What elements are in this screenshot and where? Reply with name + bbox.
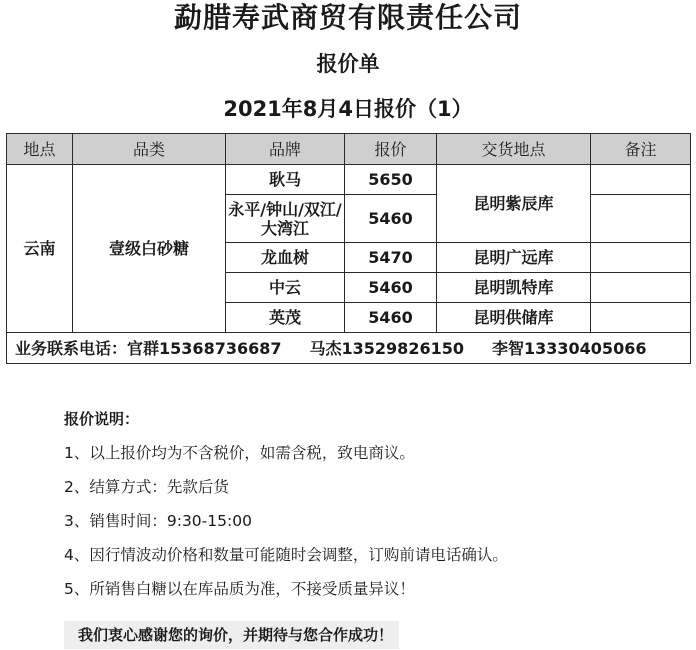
table-row — [7, 165, 691, 195]
contact-person — [127, 339, 281, 358]
note-cell — [591, 273, 691, 303]
quote-date: 2021年8月4日报价（1） — [223, 97, 473, 121]
note-cell — [591, 195, 691, 243]
brand-cell: 中云 — [226, 273, 345, 303]
notes-title: 报价说明： — [64, 410, 140, 428]
contact-person — [310, 339, 464, 358]
contact-name: 马杰 — [309, 338, 342, 358]
closing-message: 我们衷心感谢您的询价，并期待与您合作成功！ — [64, 621, 399, 649]
quote-notes — [64, 408, 664, 612]
warehouse-cell: 昆明凯特库 — [437, 273, 591, 303]
price-cell: 5460 — [345, 195, 437, 243]
column-header-location: 地点 — [7, 134, 73, 165]
note-item: 1、以上报价均为不含税价，如需含税，致电商议。 — [64, 444, 415, 462]
warehouse-cell: 昆明紫辰库 — [437, 165, 591, 243]
column-header-category: 品类 — [73, 134, 226, 165]
price-cell: 5650 — [345, 165, 437, 195]
brand-cell: 耿马 — [226, 165, 345, 195]
note-cell — [591, 165, 691, 195]
table-header-row — [7, 134, 691, 165]
warehouse-cell: 昆明广远库 — [437, 243, 591, 273]
contact-phone: 13330405066 — [524, 338, 647, 358]
contact-cell — [7, 333, 691, 364]
contact-name: 官群 — [127, 338, 160, 358]
column-header-brand: 品牌 — [226, 134, 345, 165]
document-type: 报价单 — [316, 52, 380, 76]
price-table — [6, 133, 691, 364]
contact-person — [492, 339, 646, 358]
brand-cell: 龙血树 — [226, 243, 345, 273]
note-cell — [591, 303, 691, 333]
category-cell: 壹级白砂糖 — [73, 165, 226, 333]
column-header-price: 报价 — [345, 134, 437, 165]
brand-cell: 永平/钟山/双江/大湾江 — [226, 195, 345, 243]
note-item: 5、所销售白糖以在库品质为准，不接受质量异议！ — [64, 580, 415, 598]
price-cell: 5470 — [345, 243, 437, 273]
contact-phone: 13529826150 — [341, 338, 464, 358]
column-header-note: 备注 — [591, 134, 691, 165]
contact-name: 李智 — [491, 338, 524, 358]
company-name: 勐腊寿武商贸有限责任公司 — [173, 1, 522, 34]
contact-label: 业务联系电话： — [15, 338, 128, 358]
note-item: 2、结算方式：先款后货 — [64, 478, 229, 496]
brand-cell: 英茂 — [226, 303, 345, 333]
note-cell — [591, 243, 691, 273]
price-cell: 5460 — [345, 273, 437, 303]
column-header-warehouse: 交货地点 — [437, 134, 591, 165]
location-cell: 云南 — [7, 165, 73, 333]
note-item: 3、销售时间：9:30-15:00 — [64, 512, 252, 530]
price-cell: 5460 — [345, 303, 437, 333]
note-item: 4、因行情波动价格和数量可能随时会调整，订购前请电话确认。 — [64, 546, 508, 564]
contact-phone: 15368736687 — [159, 338, 282, 358]
warehouse-cell: 昆明供储库 — [437, 303, 591, 333]
contact-row — [7, 333, 691, 364]
